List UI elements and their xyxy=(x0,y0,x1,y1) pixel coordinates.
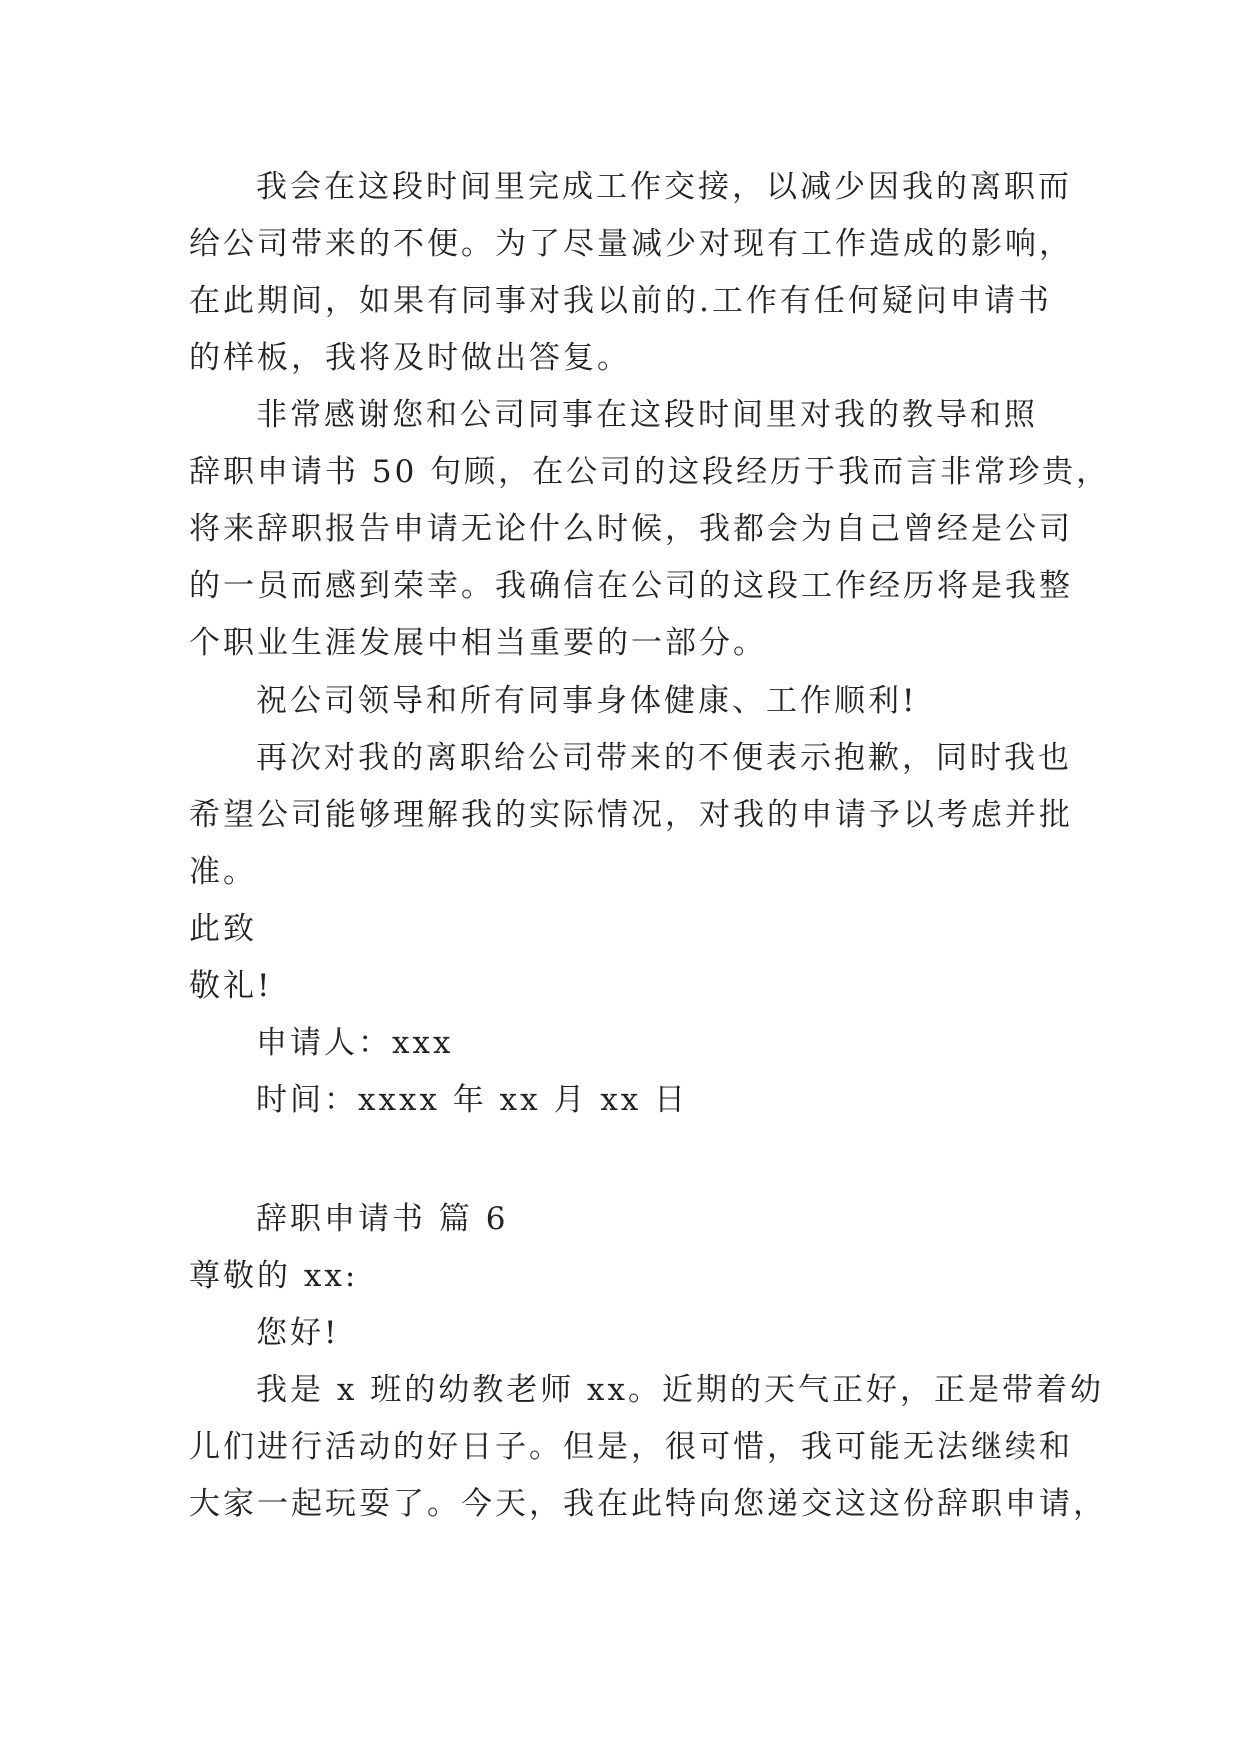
section-title: 辞职申请书 篇 6 xyxy=(256,1201,509,1237)
paragraph-line: 再次对我的离职给公司带来的不便表示抱歉，同时我也 xyxy=(256,740,1072,776)
paragraph-line: 我会在这段时间里完成工作交接，以减少因我的离职而 xyxy=(256,169,1072,205)
paragraph-line: 将来辞职报告申请无论什么时候，我都会为自己曾经是公司 xyxy=(189,511,1073,547)
paragraph-line: 我是 x 班的幼教老师 xx。近期的天气正好，正是带着幼 xyxy=(256,1372,1105,1408)
paragraph-line: 个职业生涯发展中相当重要的一部分。 xyxy=(189,625,767,661)
paragraph-line: 大家一起玩耍了。今天，我在此特向您递交这这份辞职申请， xyxy=(189,1486,1107,1522)
paragraph-line: 的样板，我将及时做出答复。 xyxy=(189,340,631,376)
salutation-line: 尊敬的 xx: xyxy=(189,1258,359,1294)
greeting-line: 您好! xyxy=(256,1315,340,1351)
paragraph-line: 儿们进行活动的好日子。但是，很可惜，我可能无法继续和 xyxy=(189,1429,1073,1465)
paragraph-line: 给公司带来的不便。为了尽量减少对现有工作造成的影响， xyxy=(189,226,1073,262)
paragraph-line: 祝公司领导和所有同事身体健康、工作顺利! xyxy=(256,683,918,719)
paragraph-line: 辞职申请书 50 句顾，在公司的这段经历于我而言非常珍贵， xyxy=(189,454,1111,490)
closing-line: 敬礼! xyxy=(189,968,273,1004)
paragraph-line: 的一员而感到荣幸。我确信在公司的这段工作经历将是我整 xyxy=(189,568,1073,604)
closing-line: 此致 xyxy=(189,911,257,947)
paragraph-line: 希望公司能够理解我的实际情况，对我的申请予以考虑并批 xyxy=(189,797,1073,833)
paragraph-line: 准。 xyxy=(189,854,257,890)
date-line: 时间：xxxx 年 xx 月 xx 日 xyxy=(256,1082,689,1118)
applicant-line: 申请人：xxx xyxy=(256,1025,454,1061)
paragraph-line: 在此期间，如果有同事对我以前的.工作有任何疑问申请书 xyxy=(189,283,1052,319)
paragraph-line: 非常感谢您和公司同事在这段时间里对我的教导和照 xyxy=(256,397,1038,433)
